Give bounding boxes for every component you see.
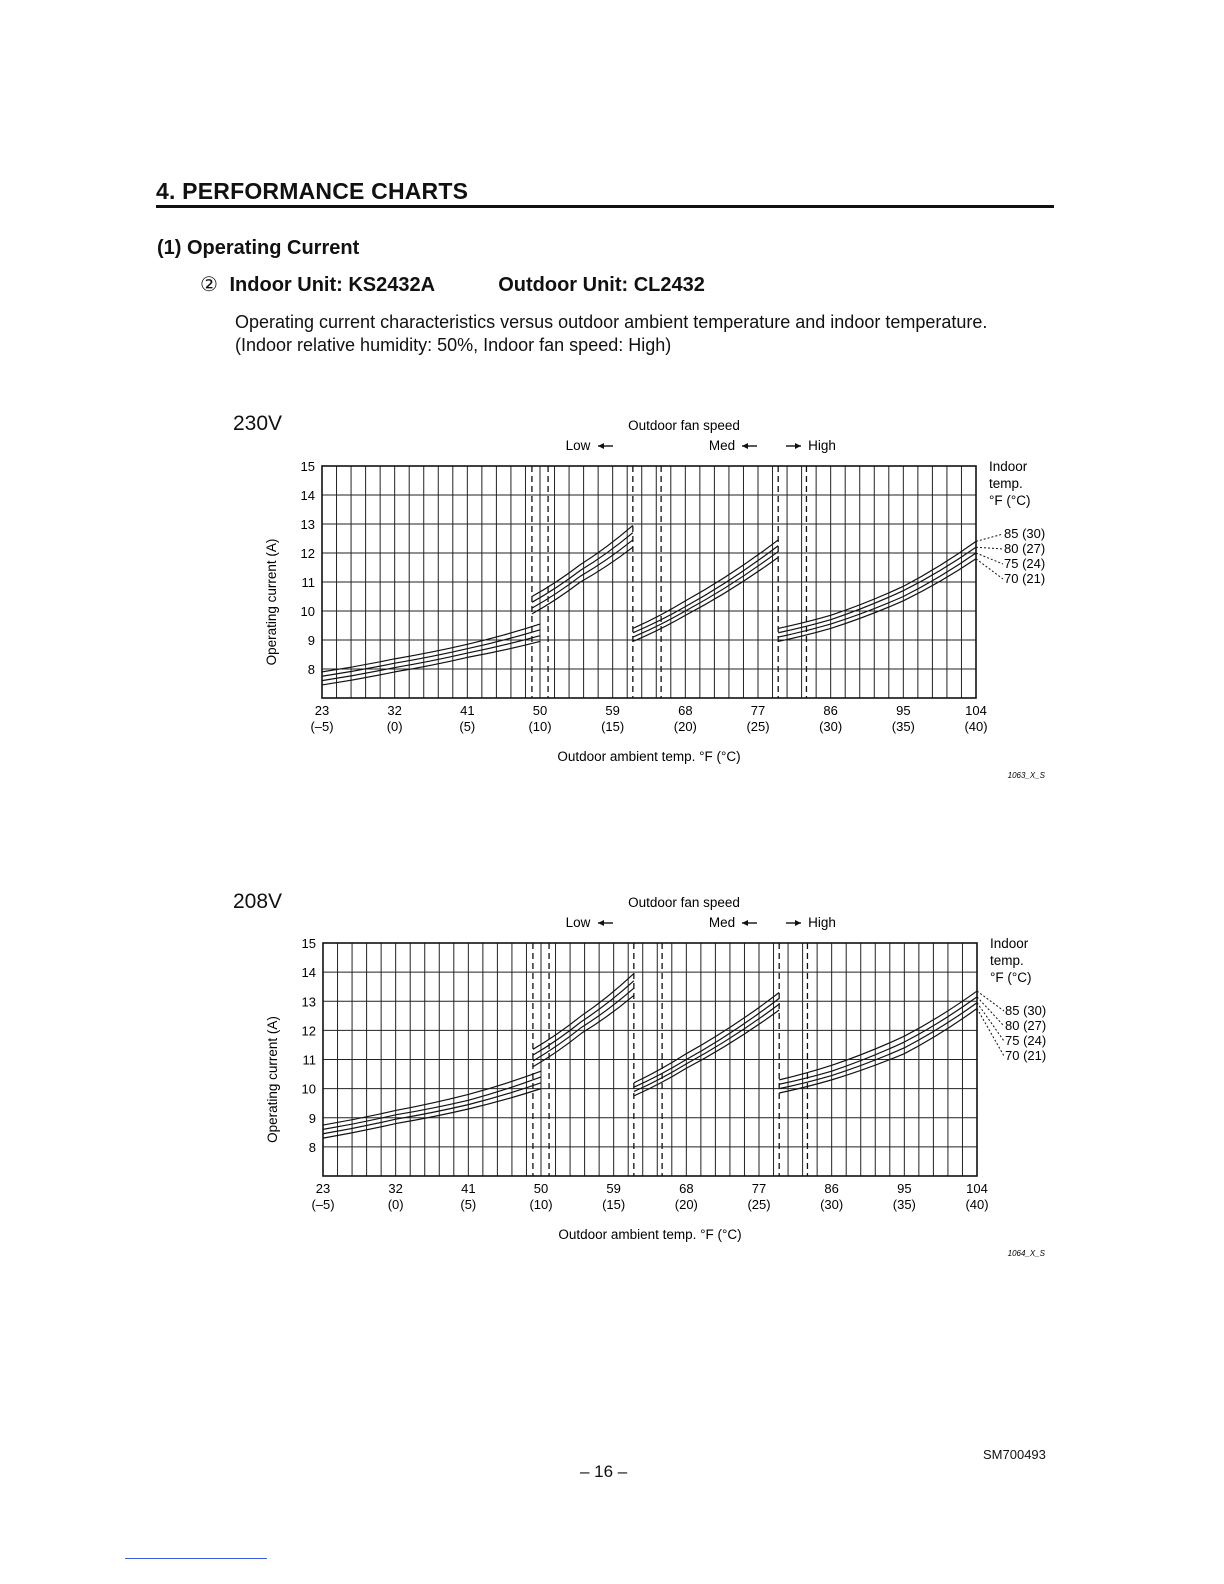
fan-arrow-head <box>742 443 748 449</box>
x-tick-label: 50 <box>533 1181 549 1196</box>
legend-entry: 80 (27) <box>1005 1018 1047 1033</box>
x-tick-label-celsius: (15) <box>601 719 625 734</box>
x-tick-label-celsius: (25) <box>747 1197 771 1212</box>
series-line <box>533 981 634 1055</box>
legend-entry: 85 (30) <box>1005 1003 1047 1018</box>
fan-arrow-head <box>742 920 748 926</box>
y-axis-label: Operating current (A) <box>265 1016 280 1143</box>
legend-title: Indoor <box>990 936 1029 951</box>
series-line <box>778 547 976 633</box>
y-tick-label: 15 <box>300 459 315 474</box>
x-tick-label-celsius: (30) <box>820 1197 844 1212</box>
x-tick-label-celsius: (10) <box>528 719 552 734</box>
figure-code: 1064_X_S <box>1007 1249 1045 1258</box>
x-tick-label-celsius: (0) <box>386 719 403 734</box>
legend-entry: 80 (27) <box>1004 541 1046 556</box>
fan-speed-title: Outdoor fan speed <box>628 895 740 910</box>
x-tick-label-celsius: (35) <box>891 719 915 734</box>
series-line <box>634 998 779 1087</box>
series-line <box>778 559 976 642</box>
document-code: SM700493 <box>983 1447 1046 1462</box>
series-line <box>533 974 634 1050</box>
x-tick-label-celsius: (40) <box>964 719 988 734</box>
series-line <box>633 552 778 638</box>
series-line <box>779 1003 977 1089</box>
x-tick-label: 59 <box>605 703 620 718</box>
legend-title: °F (°C) <box>990 970 1032 985</box>
legend-leader <box>977 991 1004 1011</box>
series-line <box>633 546 778 633</box>
series-line <box>532 540 633 608</box>
y-tick-label: 14 <box>301 965 316 981</box>
x-tick-label: 32 <box>387 703 402 718</box>
x-tick-label: 68 <box>679 1181 694 1196</box>
series-line <box>633 540 778 628</box>
x-tick-label-celsius: (5) <box>460 1197 477 1212</box>
series-line <box>634 1004 779 1091</box>
x-tick-label: 68 <box>678 703 693 718</box>
series-line <box>322 630 540 676</box>
x-tick-label: 77 <box>750 703 766 718</box>
y-tick-label: 9 <box>308 1110 316 1126</box>
x-tick-label-celsius: (5) <box>459 719 476 734</box>
y-tick-label: 15 <box>301 936 316 951</box>
series-line <box>532 525 633 596</box>
plot-frame <box>322 466 976 698</box>
series-line <box>779 1009 977 1093</box>
legend-entry: 75 (24) <box>1004 556 1046 571</box>
fan-arrow-head <box>795 920 801 926</box>
series-line <box>634 1010 779 1096</box>
outdoor-unit-label: Outdoor Unit: CL2432 <box>498 274 705 296</box>
series-line <box>533 988 634 1061</box>
x-tick-label: 41 <box>460 703 475 718</box>
legend-title: temp. <box>990 953 1024 968</box>
y-tick-label: 11 <box>301 575 315 590</box>
fan-speed-label: High <box>808 438 836 453</box>
circled-number: ② <box>200 274 218 296</box>
y-tick-label: 14 <box>300 488 315 503</box>
series-line <box>778 541 976 628</box>
y-tick-label: 8 <box>307 662 315 677</box>
y-tick-label: 9 <box>307 633 315 648</box>
fan-speed-label: Med <box>708 438 736 453</box>
x-tick-label: 23 <box>315 1181 331 1196</box>
section-rule <box>156 205 1054 208</box>
y-tick-label: 8 <box>308 1139 316 1155</box>
x-tick-label: 50 <box>532 703 548 718</box>
series-line <box>323 1083 541 1134</box>
legend-leader <box>977 1003 1004 1041</box>
figure-code: 1063_X_S <box>1007 771 1045 780</box>
legend-leader <box>976 534 1003 541</box>
y-tick-label: 10 <box>300 604 315 619</box>
fan-arrow-head <box>598 443 604 449</box>
x-tick-label: 32 <box>388 1181 403 1196</box>
series-line <box>323 1077 541 1129</box>
x-tick-label-celsius: (10) <box>529 1197 553 1212</box>
x-tick-label: 77 <box>751 1181 767 1196</box>
y-tick-label: 11 <box>302 1052 316 1068</box>
legend-entry: 75 (24) <box>1005 1033 1047 1048</box>
series-line <box>323 1071 541 1125</box>
fan-speed-label: Low <box>565 915 591 930</box>
series-line <box>323 1089 541 1139</box>
series-line <box>779 997 977 1084</box>
series-line <box>779 991 977 1080</box>
page-number: – 16 – <box>580 1462 628 1481</box>
x-tick-label-celsius: (35) <box>892 1197 916 1212</box>
description-line-2: (Indoor relative humidity: 50%, Indoor fan speed: High) <box>235 335 672 355</box>
series-line <box>322 624 540 672</box>
y-tick-label: 12 <box>301 1023 316 1039</box>
x-tick-label-celsius: (40) <box>965 1197 989 1212</box>
legend-leader <box>976 553 1003 564</box>
legend-entry: 70 (21) <box>1005 1048 1047 1063</box>
fan-arrow-head <box>598 920 604 926</box>
series-line <box>322 641 540 685</box>
x-tick-label: 95 <box>896 703 911 718</box>
fan-speed-label: High <box>808 915 836 930</box>
y-axis-label: Operating current (A) <box>264 538 279 666</box>
legend-entry: 85 (30) <box>1004 526 1046 541</box>
x-tick-label: 104 <box>965 703 987 718</box>
y-tick-label: 13 <box>300 517 315 532</box>
series-line <box>634 993 779 1083</box>
section-title: 4. PERFORMANCE CHARTS <box>156 178 469 204</box>
x-tick-label-celsius: (25) <box>746 719 770 734</box>
subsection-title: (1) Operating Current <box>157 237 360 259</box>
bottom-link-line <box>125 1558 267 1559</box>
y-tick-label: 10 <box>301 1081 316 1097</box>
fan-speed-title: Outdoor fan speed <box>628 418 740 433</box>
legend-title: temp. <box>989 476 1023 491</box>
x-tick-label: 41 <box>461 1181 476 1196</box>
x-tick-label-celsius: (20) <box>673 719 697 734</box>
description-line-1: Operating current characteristics versus outdoor ambient temperature and indoor temperature. <box>235 312 988 332</box>
series-line <box>322 636 540 681</box>
x-tick-label-celsius: (15) <box>602 1197 626 1212</box>
x-tick-label-celsius: (–5) <box>310 719 334 734</box>
x-tick-label-celsius: (20) <box>674 1197 698 1212</box>
x-tick-label: 59 <box>606 1181 621 1196</box>
x-tick-label: 104 <box>966 1181 988 1196</box>
series-line <box>532 547 633 614</box>
fan-speed-label: Low <box>565 438 591 453</box>
x-tick-label: 23 <box>314 703 330 718</box>
x-tick-label-celsius: (30) <box>819 719 843 734</box>
x-tick-label: 86 <box>823 703 838 718</box>
description <box>235 311 987 357</box>
unit-models <box>200 272 705 297</box>
series-line <box>778 553 976 637</box>
x-tick-label: 86 <box>824 1181 839 1196</box>
series-line <box>633 557 778 641</box>
series-line <box>533 995 634 1066</box>
legend-leader <box>976 547 1003 549</box>
legend-entry: 70 (21) <box>1004 571 1046 586</box>
x-tick-label-celsius: (0) <box>387 1197 404 1212</box>
series-line <box>532 533 633 603</box>
plot-frame <box>323 943 977 1176</box>
fan-speed-label: Med <box>708 915 736 930</box>
x-axis-label: Outdoor ambient temp. °F (°C) <box>558 1227 742 1242</box>
chart-230v-title: 230V <box>233 412 283 435</box>
chart-208v-title: 208V <box>233 890 283 913</box>
x-tick-label: 95 <box>897 1181 912 1196</box>
x-tick-label-celsius: (–5) <box>311 1197 335 1212</box>
legend-leader <box>977 1009 1004 1056</box>
indoor-unit-label: Indoor Unit: KS2432A <box>229 274 436 296</box>
fan-arrow-head <box>795 443 801 449</box>
y-tick-label: 13 <box>301 994 316 1010</box>
legend-title: Indoor <box>989 459 1028 474</box>
legend-leader <box>976 559 1003 579</box>
legend-leader <box>977 997 1004 1026</box>
y-tick-label: 12 <box>300 546 315 561</box>
legend-title: °F (°C) <box>989 493 1031 508</box>
x-axis-label: Outdoor ambient temp. °F (°C) <box>557 749 741 764</box>
